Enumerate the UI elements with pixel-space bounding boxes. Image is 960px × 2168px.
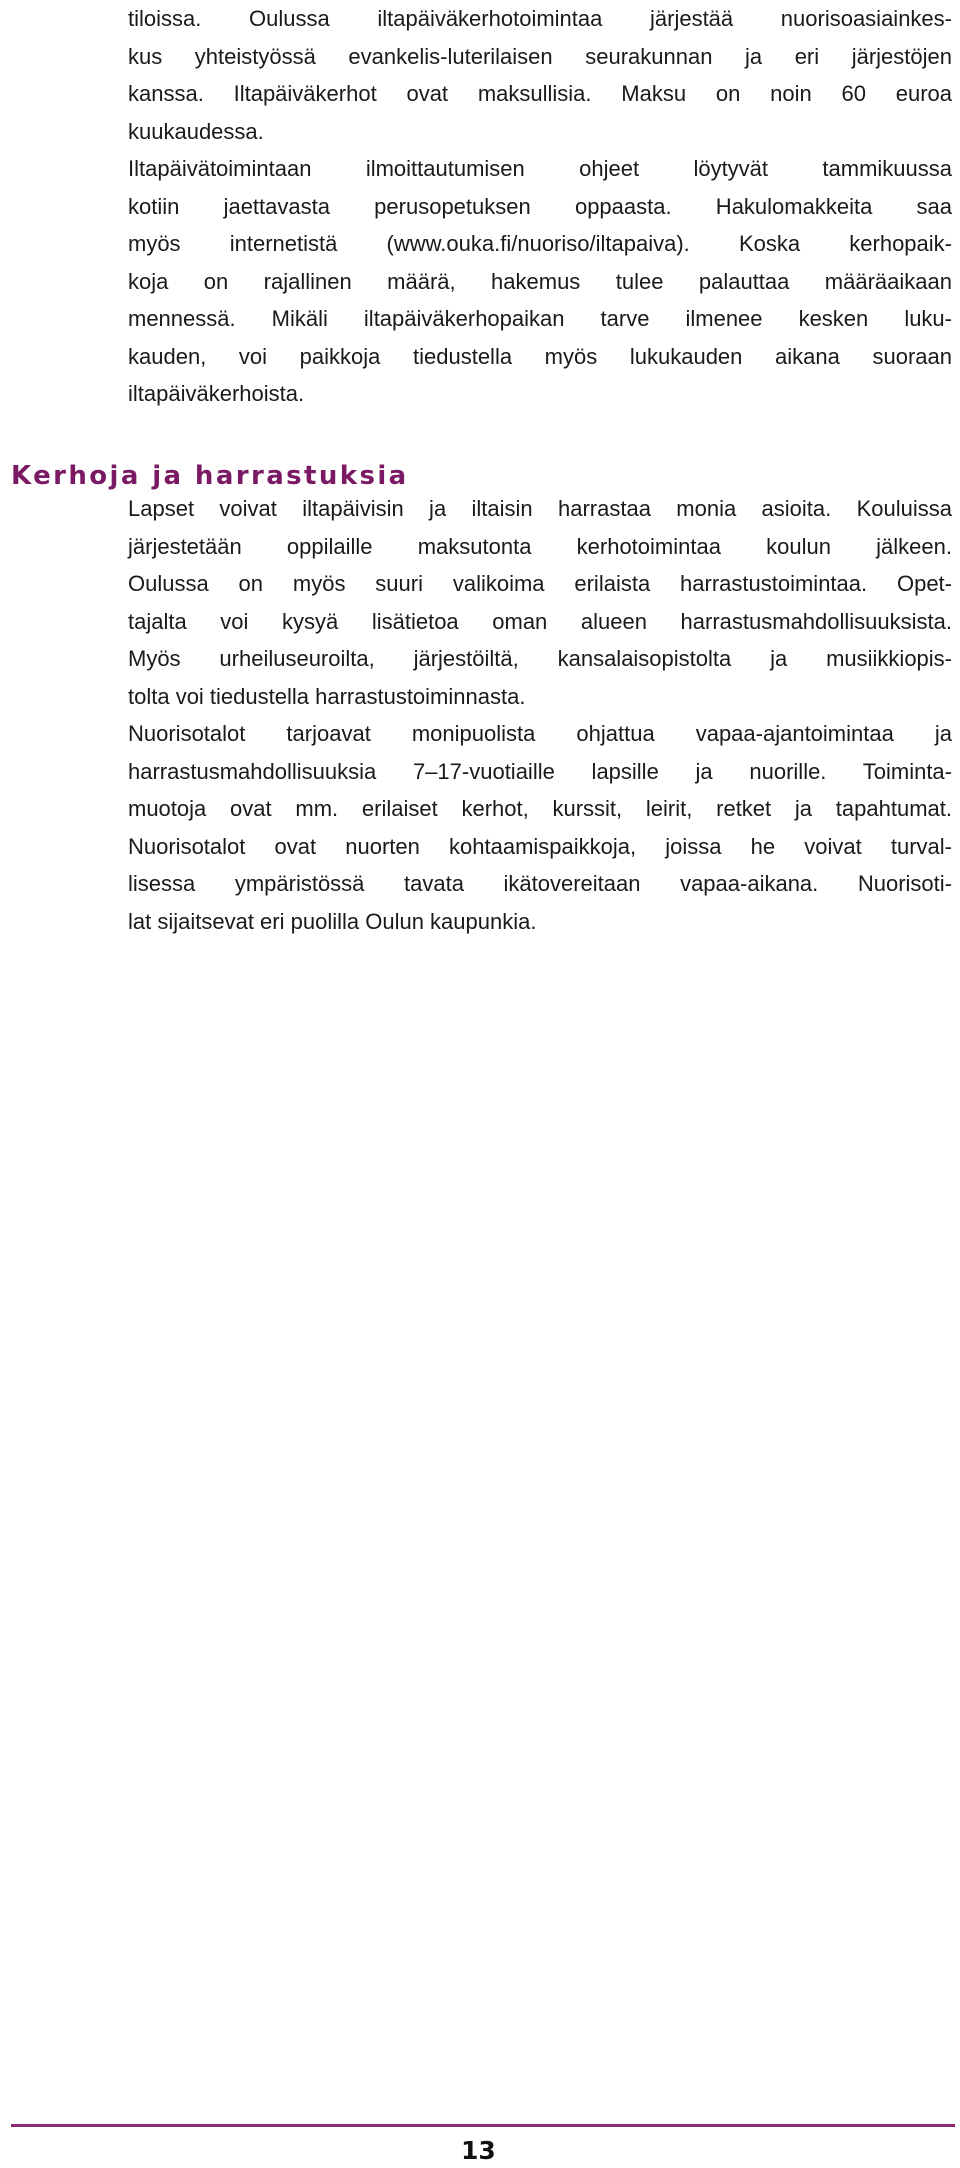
intro-line-3: kanssa. Iltapäiväkerhot ovat maksullisia. Maksu on noin 60 euroa (128, 81, 952, 106)
section-line-4: tajalta voi kysyä lisätietoa oman alueen harrastusmahdollisuuksista. (128, 608, 952, 634)
intro-line-4: kuukaudessa. (128, 118, 264, 144)
page-number: 13 (461, 2136, 496, 2165)
intro-paragraphs (128, 0, 952, 413)
section-line-3: Oulussa on myös suuri valikoima erilaista harrastustoimintaa. Opet- (128, 571, 952, 596)
section-line-5: Myös urheiluseuroilta, järjestöiltä, kansalaisopistolta ja musiikkiopis- (128, 646, 952, 671)
intro-line-5: Iltapäivätoimintaan ilmoittautumisen ohjeet löytyvät tammikuussa (128, 156, 952, 181)
section-line-6: tolta voi tiedustella harrastustoiminnasta. (128, 683, 526, 709)
section-line-1: Lapset voivat iltapäivisin ja iltaisin harrastaa monia asioita. Kouluissa (128, 496, 952, 521)
section-line-10: Nuorisotalot ovat nuorten kohtaamispaikkoja, joissa he voivat turval- (128, 833, 952, 859)
footer-divider (11, 2124, 955, 2127)
intro-line-11: iltapäiväkerhoista. (128, 381, 305, 406)
intro-line-1: tiloissa. Oulussa iltapäiväkerhotoimintaa järjestää nuorisoasiainkes- (128, 6, 952, 31)
section-line-9: muotoja ovat mm. erilaiset kerhot, kurssit, leirit, retket ja tapahtumat. (128, 796, 952, 821)
section-line-7: Nuorisotalot tarjoavat monipuolista ohjattua vapaa-ajantoimintaa ja (128, 721, 952, 746)
intro-line-10: kauden, voi paikkoja tiedustella myös lukukauden aikana suoraan (128, 343, 952, 369)
section-line-11: lisessa ympäristössä tavata ikätovereitaan vapaa-aikana. Nuorisoti- (128, 871, 952, 896)
intro-line-8: koja on rajallinen määrä, hakemus tulee palauttaa määräaikaan (128, 268, 952, 294)
intro-line-7: myös internetistä (www.ouka.fi/nuoriso/iltapaiva). Koska kerhopaik- (128, 231, 952, 256)
section-line-8: harrastusmahdollisuuksia 7–17-vuotiaille lapsille ja nuorille. Toiminta- (128, 758, 952, 784)
section-paragraphs (128, 490, 952, 940)
section-line-12: lat sijaitsevat eri puolilla Oulun kaupunkia. (128, 908, 537, 934)
intro-line-6: kotiin jaettavasta perusopetuksen oppaasta. Hakulomakkeita saa (128, 193, 952, 219)
intro-line-2: kus yhteistyössä evankelis-luterilaisen seurakunnan ja eri järjestöjen (128, 43, 952, 69)
section-heading: Kerhoja ja harrastuksia (11, 461, 409, 491)
section-line-2: järjestetään oppilaille maksutonta kerhotoimintaa koulun jälkeen. (128, 533, 952, 559)
intro-line-9: mennessä. Mikäli iltapäiväkerhopaikan tarve ilmenee kesken luku- (128, 306, 952, 331)
